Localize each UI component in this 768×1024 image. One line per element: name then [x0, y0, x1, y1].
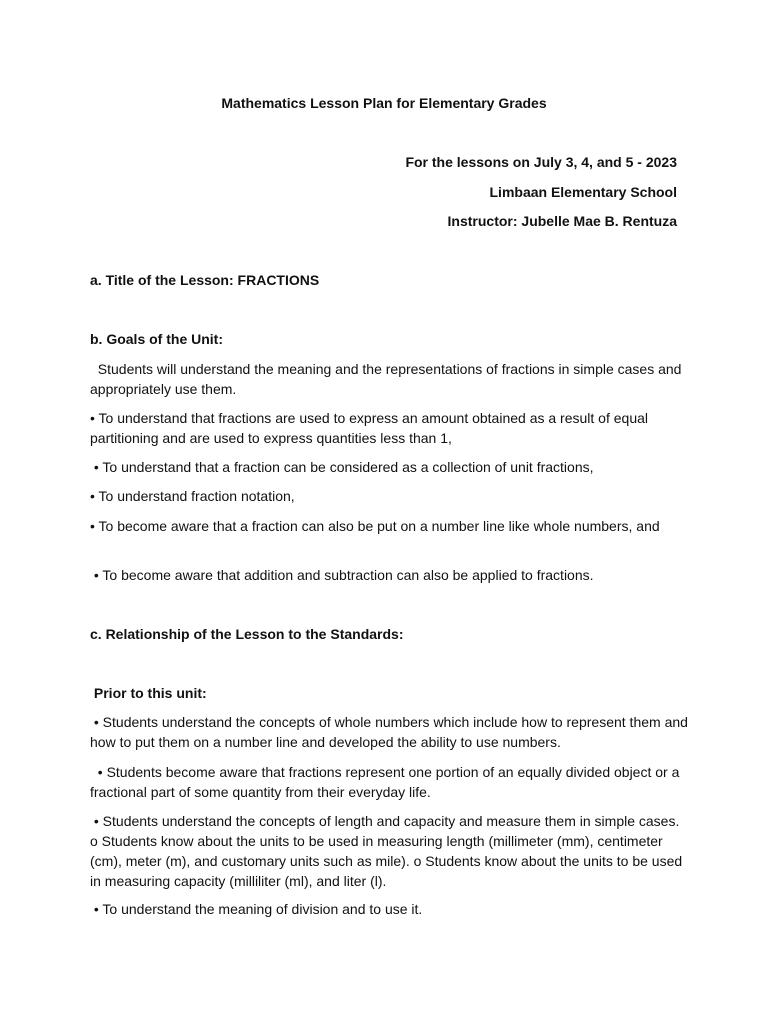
page-title: Mathematics Lesson Plan for Elementary Grades — [221, 95, 547, 111]
lesson-title-heading: a. Title of the Lesson: FRACTIONS — [90, 272, 320, 288]
school-name: Limbaan Elementary School — [489, 184, 677, 200]
goal-bullet: • To become aware that a fraction can also be put on a number line like whole numbers, and — [90, 518, 660, 534]
goal-bullet: • To become aware that addition and subtraction can also be applied to fractions. — [90, 567, 594, 583]
goal-bullet: • To understand that fractions are used to express an amount obtained as a result of equal partitioning and are used to express quantities less than 1, — [90, 410, 652, 446]
goals-heading: b. Goals of the Unit: — [90, 331, 223, 347]
goal-bullet: • To understand fraction notation, — [90, 488, 295, 504]
prior-bullet: • Students become aware that fractions represent one portion of an equally divided object or a fractional part of some quantity from their everyday life. — [90, 764, 684, 800]
standards-heading: c. Relationship of the Lesson to the Standards: — [90, 626, 404, 642]
prior-unit-subheading: Prior to this unit: — [90, 685, 207, 701]
prior-bullet: • Students understand the concepts of whole numbers which include how to represent them and how to put them on a number line and developed the ability to use numbers. — [90, 714, 692, 750]
goals-intro: Students will understand the meaning and the representations of fractions in simple cases and appropriately use them. — [90, 361, 686, 397]
prior-bullet: • To understand the meaning of division and to use it. — [90, 901, 423, 917]
goal-bullet: • To understand that a fraction can be considered as a collection of unit fractions, — [90, 459, 594, 475]
lesson-dates: For the lessons on July 3, 4, and 5 - 2023 — [405, 154, 677, 170]
prior-bullet: • Students understand the concepts of length and capacity and measure them in simple cases. o Students know about the units to be used in measuring length (millimeter (mm), centimeter (cm), meter (m), and customary units such as mile). o Students know about the units to be used in measuring capacity (milliliter (ml), and liter (l). — [90, 813, 687, 889]
instructor-name: Instructor: Jubelle Mae B. Rentuza — [447, 213, 677, 229]
